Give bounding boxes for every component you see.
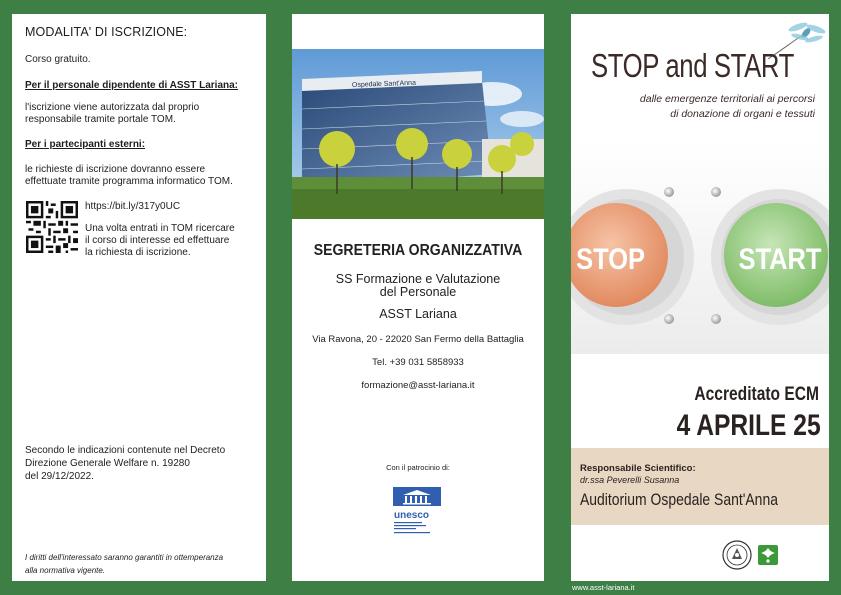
phone[interactable]: Tel. +39 031 5858933 — [372, 357, 464, 368]
unesco-wordmark: unesco — [394, 510, 430, 521]
building-sign: Ospedale Sant'Anna — [351, 79, 417, 89]
qr-code-icon[interactable] — [26, 201, 78, 253]
event-date: 4 APRILE 25 — [676, 409, 821, 442]
external-text-line2: effettuate tramite programma informatico TOM. — [25, 176, 233, 187]
office-line1: SS Formazione e Valutazione — [335, 272, 501, 286]
cover-panel — [571, 14, 829, 581]
privacy-note — [25, 552, 223, 577]
responsible-name: dr.ssa Peverelli Susanna — [580, 475, 680, 485]
staff-text-line2: responsabile tramite portale TOM. — [25, 114, 176, 125]
regione-lombardia-icon — [758, 545, 778, 565]
venue-name: Auditorium Ospedale Sant'Anna — [580, 490, 778, 509]
stop-label: STOP — [576, 242, 646, 276]
privacy-note-line1: I diritti dell'interessato saranno garantiti in ottemperanza — [25, 553, 224, 562]
qr-text-line1: Una volta entrati in TOM ricercare — [85, 223, 235, 234]
address: Via Ravona, 20 - 22020 San Fermo della Battaglia — [312, 334, 524, 345]
organization-name: ASST Lariana — [379, 307, 457, 321]
qr-text-line3: la richiesta di iscrizione. — [85, 247, 191, 258]
decree-line3: del 29/12/2022. — [25, 471, 94, 482]
decree-line1: Secondo le indicazioni contenute nel Decreto — [25, 445, 226, 456]
privacy-note-line2: alla normativa vigente. — [25, 565, 106, 575]
registration-heading: MODALITA' DI ISCRIZIONE: — [25, 25, 188, 39]
ecm-accreditation: Accreditato ECM — [694, 384, 819, 405]
website-link[interactable]: www.asst-lariana.it — [572, 583, 635, 592]
email-link[interactable]: formazione@asst-lariana.it — [361, 380, 475, 391]
hospital-building-photo — [292, 49, 544, 219]
event-subtitle — [640, 92, 815, 122]
stop-start-buttons-illustration — [571, 142, 829, 354]
patronage-label: Con il patrocinio di: — [386, 463, 450, 472]
subtitle-line1: dalle emergenze territoriali ai percorsi — [639, 93, 815, 105]
registration-panel — [12, 14, 266, 581]
venue-band — [571, 448, 829, 525]
staff-heading: Per il personale dipendente di ASST Lariana: — [25, 80, 239, 91]
free-course-text: Corso gratuito. — [25, 54, 91, 65]
qr-text-line2: il corso di interesse ed effettuare — [85, 235, 230, 246]
qr-instructions — [85, 223, 260, 259]
office-line2: del Personale — [379, 285, 457, 299]
subtitle-line2: di donazione di organi e tessuti — [670, 108, 815, 120]
staff-text-line1: l'iscrizione viene autorizzata dal proprio — [25, 102, 200, 113]
decree-line2: Direzione Generale Welfare n. 19280 — [25, 458, 190, 469]
start-label: START — [738, 242, 822, 276]
responsible-label: Responsabile Scientifico: — [580, 463, 696, 474]
organizing-secretariat-panel — [292, 14, 544, 581]
unesco-logo-icon — [391, 487, 443, 537]
external-text-line1: le richieste di iscrizione dovranno essere — [25, 164, 206, 175]
secretariat-title: SEGRETERIA ORGANIZZATIVA — [313, 242, 523, 259]
external-heading: Per i partecipanti esterni: — [25, 139, 146, 150]
institutional-seal-icon — [722, 540, 752, 570]
event-title: STOP and START — [591, 47, 794, 84]
registration-link[interactable]: https://bit.ly/317y0UC — [85, 201, 181, 212]
